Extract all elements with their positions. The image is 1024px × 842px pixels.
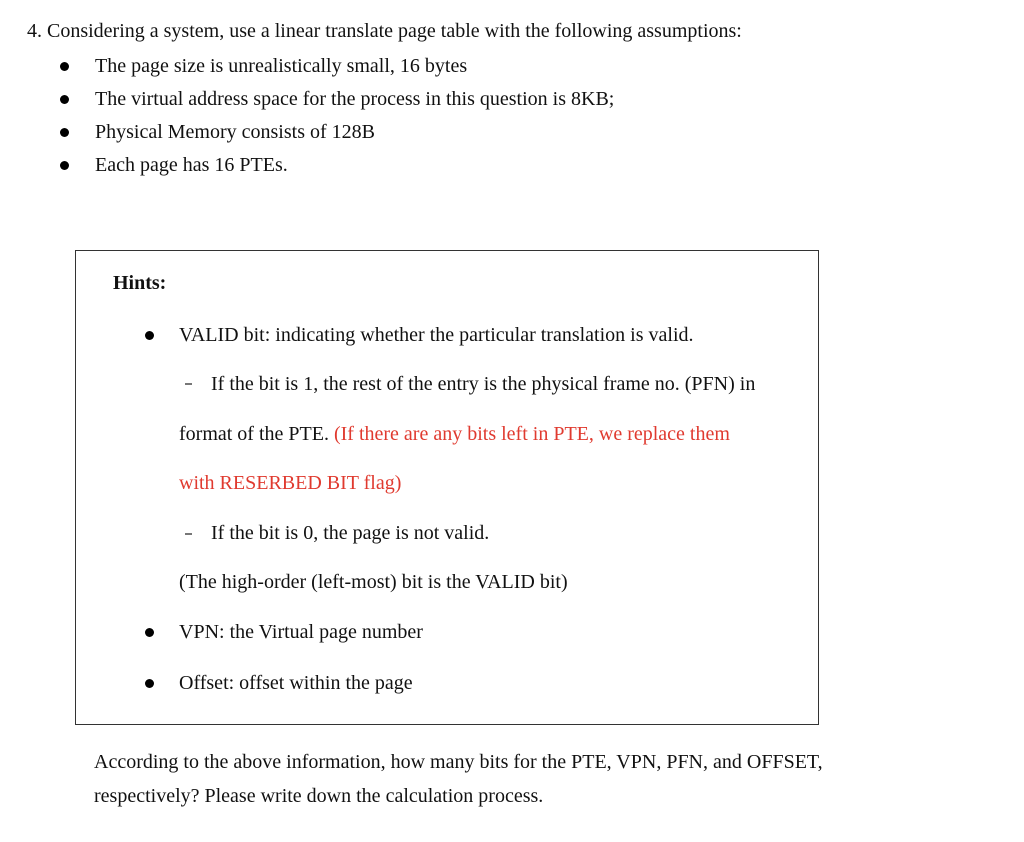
assumptions-list bbox=[60, 50, 614, 182]
bullet-icon bbox=[145, 628, 154, 637]
bullet-icon bbox=[60, 95, 69, 104]
hint-valid-1-line2 bbox=[179, 420, 730, 448]
hint-offset: Offset: offset within the page bbox=[179, 672, 413, 694]
assumption-text: The virtual address space for the process in this question is 8KB; bbox=[95, 88, 615, 110]
bullet-icon bbox=[145, 331, 154, 340]
assumption-text: Physical Memory consists of 128B bbox=[95, 121, 375, 143]
hint-high-order: (The high-order (left-most) bit is the VALID bit) bbox=[179, 571, 568, 593]
question-heading: 4. Considering a system, use a linear translate page table with the following assumptions: bbox=[27, 20, 742, 42]
assumption-item bbox=[60, 50, 614, 83]
bullet-icon bbox=[145, 679, 154, 688]
assumption-item bbox=[60, 83, 614, 116]
hint-valid-0: If the bit is 0, the page is not valid. bbox=[211, 522, 490, 544]
bullet-icon bbox=[60, 62, 69, 71]
assumption-item bbox=[60, 149, 614, 182]
assumption-item bbox=[60, 116, 614, 149]
bullet-icon bbox=[60, 161, 69, 170]
hints-title: Hints: bbox=[113, 272, 167, 294]
hints-box bbox=[75, 250, 819, 725]
final-question-line1: According to the above information, how many bits for the PTE, VPN, PFN, and OFFSET, bbox=[94, 751, 823, 773]
final-question bbox=[94, 745, 823, 813]
assumption-text: Each page has 16 PTEs. bbox=[95, 154, 288, 176]
bullet-icon bbox=[60, 128, 69, 137]
hint-valid-bit: VALID bit: indicating whether the particular translation is valid. bbox=[179, 324, 694, 346]
dash-icon bbox=[185, 383, 192, 385]
assumption-text: The page size is unrealistically small, 16 bytes bbox=[95, 55, 468, 77]
hint-red-note-part2: with RESERBED BIT flag) bbox=[179, 472, 402, 494]
hint-valid-1-line1: If the bit is 1, the rest of the entry is the physical frame no. (PFN) in bbox=[211, 373, 756, 395]
hint-red-note-part1: (If there are any bits left in PTE, we replace them bbox=[333, 423, 730, 445]
final-question-line2: respectively? Please write down the calculation process. bbox=[94, 785, 544, 807]
dash-icon bbox=[185, 533, 192, 535]
hint-vpn: VPN: the Virtual page number bbox=[179, 621, 423, 643]
hint-valid-1-format: format of the PTE. bbox=[179, 423, 329, 445]
